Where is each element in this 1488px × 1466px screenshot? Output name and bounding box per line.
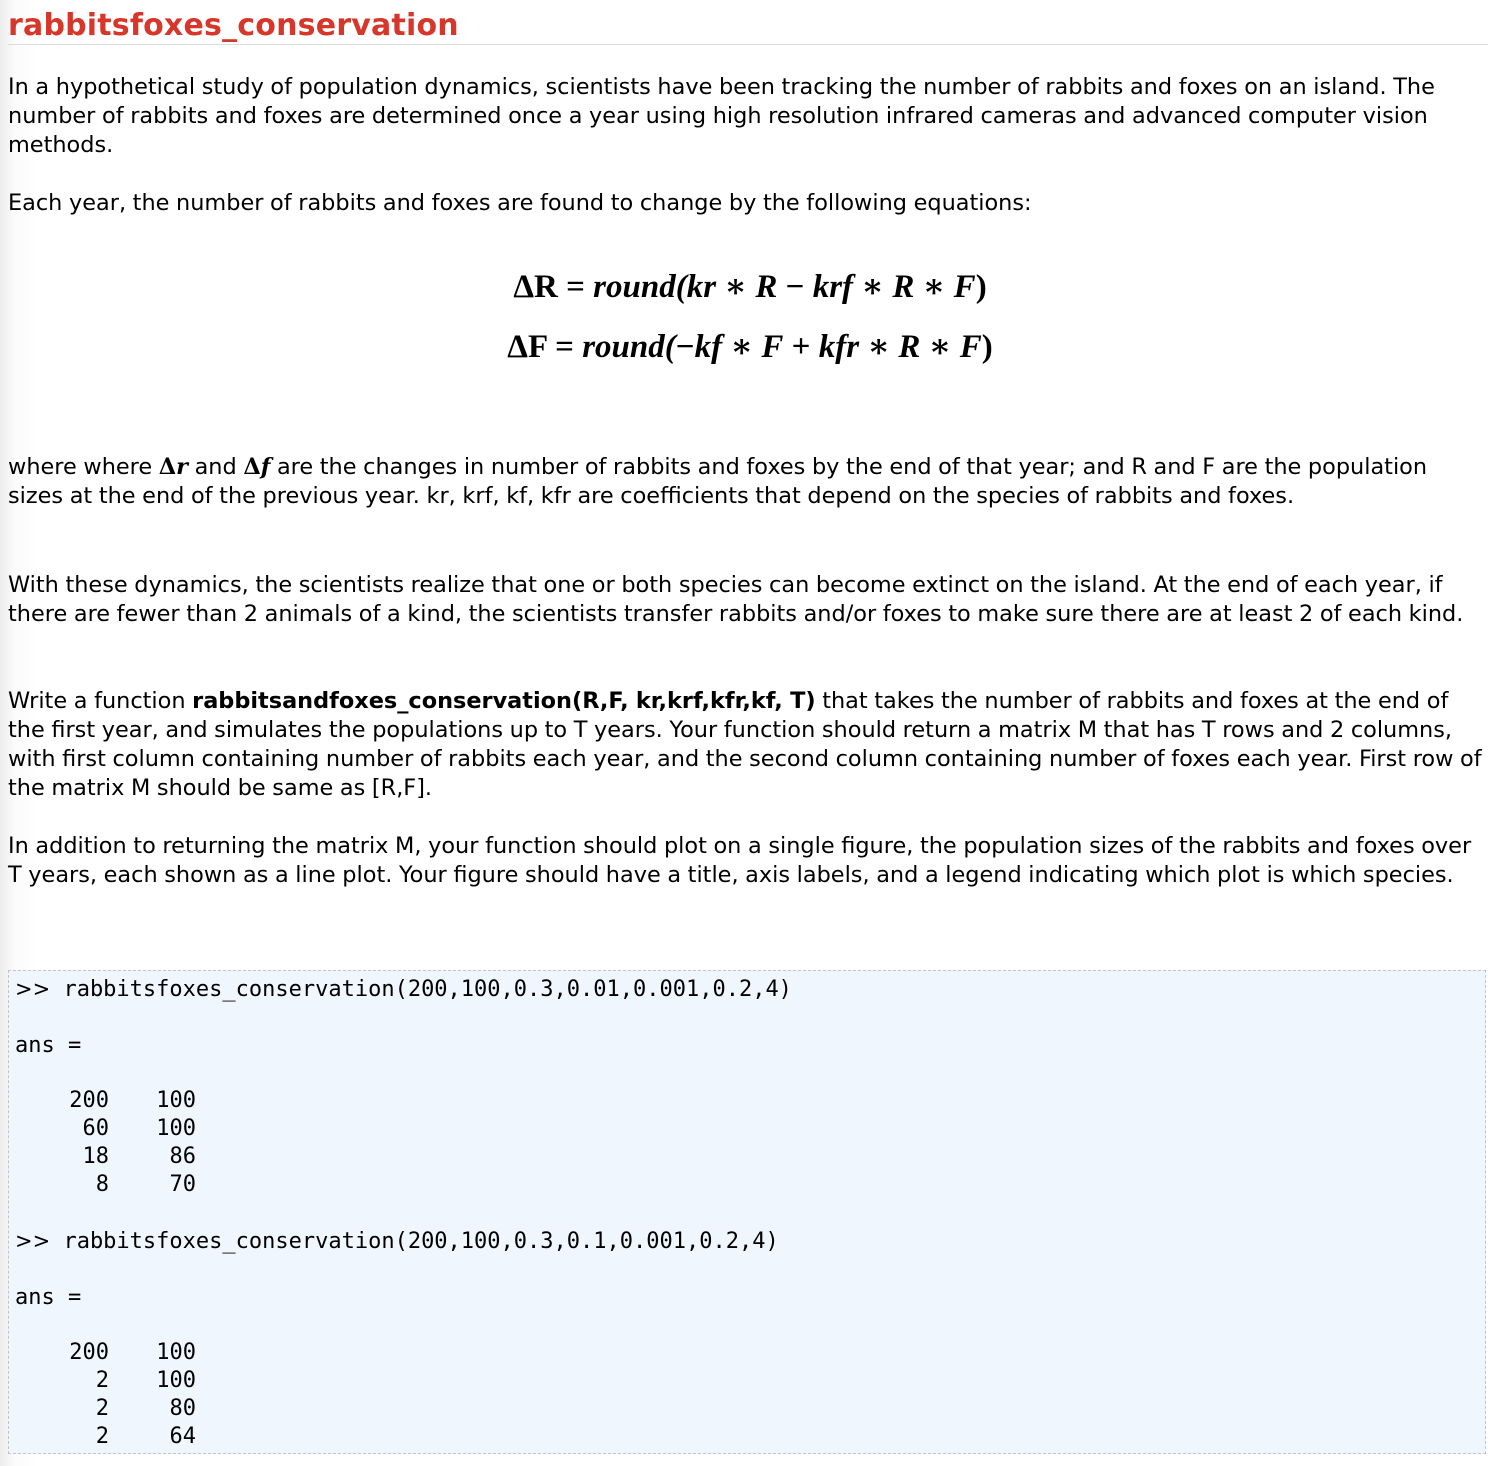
eq2-lhs: ΔF	[507, 329, 547, 365]
example-2-row-3-foxes: 80	[169, 1396, 196, 1421]
eq1-equals: =	[566, 269, 585, 305]
function-paragraph	[8, 687, 1484, 803]
eq1-term-kr: kr	[686, 269, 717, 305]
title-divider	[8, 44, 1488, 45]
delta-r-symbol: Δr	[158, 454, 188, 480]
example-1-row-4-foxes: 70	[169, 1172, 196, 1197]
eq1-round: round(	[593, 269, 687, 305]
example-1-ans-label: ans =	[15, 1033, 82, 1058]
where-text-3: are the changes in number of rabbits and foxes by the end of that year; and R and F are the population sizes at the end of the previous year. kr, krf, kf, kfr are coefficients that depend on the species of rabbits and foxes.	[8, 454, 1428, 509]
equation-delta-r	[0, 266, 1488, 306]
eq2-mult-3: ∗	[928, 329, 952, 365]
example-2-row-1-foxes: 100	[156, 1340, 196, 1365]
example-1-command-line	[15, 975, 792, 1004]
eq1-mult-1: ∗	[724, 269, 748, 305]
page-title: rabbitsfoxes_conservation	[8, 8, 459, 43]
delta-f-symbol: Δf	[243, 454, 271, 480]
eq1-lhs: ΔR	[513, 269, 558, 305]
example-2-command-line	[15, 1227, 779, 1256]
eq1-term-r: R	[755, 269, 778, 305]
function-text-1: Write a function	[8, 688, 193, 714]
eq1-term-f: F	[953, 269, 976, 305]
example-2-command: rabbitsfoxes_conservation(200,100,0.3,0.1,0.001,0.2,4)	[50, 1229, 779, 1254]
eq1-close: )	[975, 269, 987, 305]
example-1-row-2-foxes: 100	[156, 1116, 196, 1141]
eq1-term-r2: R	[892, 269, 915, 305]
eq1-mult-3: ∗	[922, 269, 946, 305]
where-paragraph	[8, 453, 1484, 511]
plot-paragraph: In addition to returning the matrix M, your function should plot on a single figure, the population sizes of the rabbits and foxes over T years, each shown as a line plot. Your figure should have a title, axis labels, and a legend indicating which plot is which species.	[8, 833, 1472, 888]
example-2-row-2-foxes: 100	[156, 1368, 196, 1393]
eq2-round: round(	[582, 329, 676, 365]
example-code-box	[8, 970, 1486, 1454]
example-1-prompt: >>	[15, 977, 51, 1001]
example-2-row-4-rabbits: 2	[95, 1424, 109, 1449]
eq2-term-f: F	[761, 329, 784, 365]
eq1-minus: −	[785, 269, 805, 305]
equations-intro-paragraph: Each year, the number of rabbits and foxes are found to change by the following equations:	[8, 190, 1032, 216]
example-2-row-2-rabbits: 2	[95, 1368, 109, 1393]
eq2-term-f2: F	[959, 329, 982, 365]
eq2-term-kf: kf	[694, 329, 723, 365]
eq2-neg: −	[675, 329, 695, 365]
eq2-plus: +	[791, 329, 811, 365]
eq2-term-r: R	[898, 329, 921, 365]
example-1-row-2-rabbits: 60	[82, 1116, 109, 1141]
eq1-term-krf: krf	[812, 269, 854, 305]
function-text-2: that takes the number of rabbits and foxes at the end of the first year, and simulates the populations up to T years. Your function should return a matrix M that has T rows and 2 columns, with first column containing number of rabbits each year, and the second column containing number of foxes each year. First row of the matrix M should be same as [R,F].	[8, 688, 1482, 801]
example-2-row-4-foxes: 64	[169, 1424, 196, 1449]
eq2-close: )	[981, 329, 993, 365]
example-2-ans-label: ans =	[15, 1285, 82, 1310]
example-1-row-3-rabbits: 18	[82, 1144, 109, 1169]
example-1-command: rabbitsfoxes_conservation(200,100,0.3,0.01,0.001,0.2,4)	[50, 977, 792, 1002]
function-signature: rabbitsandfoxes_conservation(R,F, kr,krf,kfr,kf, T)	[192, 688, 816, 714]
example-2-row-3-rabbits: 2	[95, 1396, 109, 1421]
example-1-row-1-rabbits: 200	[69, 1088, 109, 1113]
eq2-mult-1: ∗	[730, 329, 754, 365]
eq2-term-kfr: kfr	[818, 329, 860, 365]
where-text-1: where where	[8, 454, 159, 480]
eq2-equals: =	[555, 329, 574, 365]
example-1-row-4-rabbits: 8	[95, 1172, 109, 1197]
example-2-row-1-rabbits: 200	[69, 1340, 109, 1365]
example-1-row-3-foxes: 86	[169, 1144, 196, 1169]
extinction-paragraph: With these dynamics, the scientists realize that one or both species can become extinct on the island. At the end of each year, if there are fewer than 2 animals of a kind, the scientists transfer rabbits and/or foxes to make sure there are at least 2 of each kind.	[8, 572, 1464, 627]
example-1-row-1-foxes: 100	[156, 1088, 196, 1113]
where-text-2: and	[187, 454, 244, 480]
intro-paragraph: In a hypothetical study of population dynamics, scientists have been tracking the number of rabbits and foxes on an island. The number of rabbits and foxes are determined once a year using high resolution infrared cameras and advanced computer vision methods.	[8, 74, 1435, 158]
eq2-mult-2: ∗	[867, 329, 891, 365]
eq1-mult-2: ∗	[861, 269, 885, 305]
equation-delta-f	[0, 326, 1488, 366]
example-2-prompt: >>	[15, 1229, 51, 1253]
